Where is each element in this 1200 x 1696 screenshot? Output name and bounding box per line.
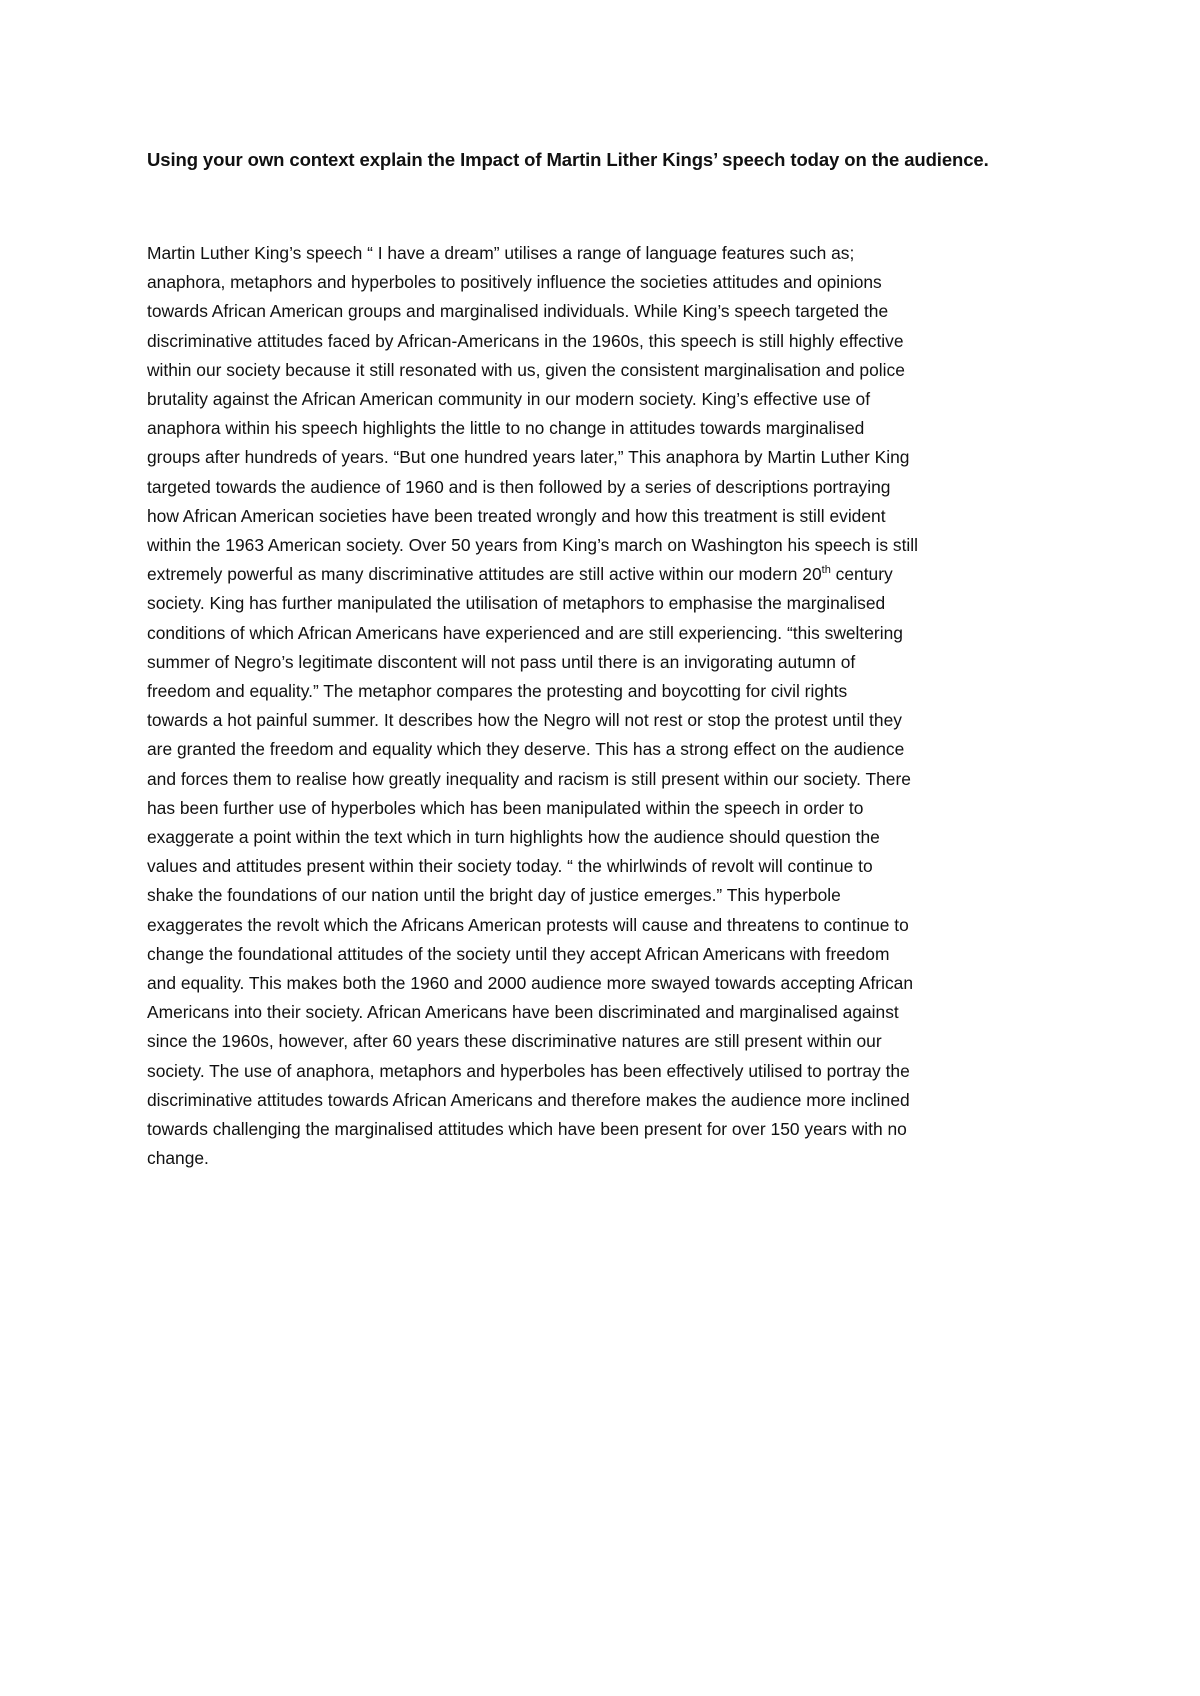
body-line-20: has been further use of hyperboles which has been manipulated within the speech in order to [147, 797, 864, 818]
body-line-30: discriminative attitudes towards African Americans and therefore makes the audience more inclined [147, 1089, 910, 1110]
body-line-1: Martin Luther King’s speech “ I have a dream” utilises a range of language features such as; [147, 243, 855, 263]
body-line-14: conditions of which African Americans have experienced and are still experiencing. “this sweltering [147, 622, 903, 643]
superscript-th: th [821, 564, 831, 577]
body-line-19: and forces them to realise how greatly inequality and racism is still present within our society. There [147, 768, 911, 789]
body-line-25: change the foundational attitudes of the society until they accept African Americans with freedom [147, 943, 890, 964]
body-line-4: discriminative attitudes faced by African-Americans in the 1960s, this speech is still highly effective [147, 330, 904, 351]
body-line-17: towards a hot painful summer. It describes how the Negro will not rest or stop the protest until they [147, 710, 902, 731]
body-line-15: summer of Negro’s legitimate discontent will not pass until there is an invigorating autumn of [147, 651, 856, 672]
body-line-10: how African American societies have been treated wrongly and how this treatment is still evident [147, 505, 886, 526]
body-line-12-tail: century [830, 564, 893, 585]
essay-title: Using your own context explain the Impact of Martin Lither Kings’ speech today on the audience. [147, 149, 989, 170]
body-line-32: change. [147, 1148, 209, 1169]
body-line-18: are granted the freedom and equality which they deserve. This has a strong effect on the audience [147, 739, 905, 760]
body-line-9: targeted towards the audience of 1960 and is then followed by a series of descriptions portraying [147, 476, 891, 497]
body-line-29: society. The use of anaphora, metaphors and hyperboles has been effectively utilised to portray the [147, 1060, 910, 1081]
body-line-28: since the 1960s, however, after 60 years these discriminative natures are still present within our [147, 1031, 882, 1052]
body-line-11: within the 1963 American society. Over 50 years from King’s march on Washington his speech is still [147, 535, 919, 556]
body-line-3: towards African American groups and marginalised individuals. While King’s speech targeted the [147, 301, 889, 322]
body-line-12-text: extremely powerful as many discriminative attitudes are still active within our modern 20 [147, 564, 822, 585]
body-line-5: within our society because it still resonated with us, given the consistent marginalisation and police [147, 359, 905, 380]
body-line-23: shake the foundations of our nation until the bright day of justice emerges.” This hyperbole [147, 885, 841, 906]
body-line-12 [147, 560, 1067, 589]
body-line-21: exaggerate a point within the text which in turn highlights how the audience should question the [147, 827, 880, 848]
body-line-31: towards challenging the marginalised attitudes which have been present for over 150 years with no [147, 1119, 907, 1140]
body-line-26: and equality. This makes both the 1960 and 2000 audience more swayed towards accepting African [147, 973, 913, 994]
body-line-16: freedom and equality.” The metaphor compares the protesting and boycotting for civil rights [147, 681, 848, 702]
body-line-24: exaggerates the revolt which the Africans American protests will cause and threatens to continue to [147, 914, 909, 935]
essay-body [147, 239, 1067, 1174]
body-line-6: brutality against the African American community in our modern society. King’s effective use of [147, 389, 871, 410]
body-line-8: groups after hundreds of years. “But one hundred years later,” This anaphora by Martin Luther King [147, 447, 910, 468]
body-line-2: anaphora, metaphors and hyperboles to positively influence the societies attitudes and opinions [147, 272, 882, 293]
body-line-22: values and attitudes present within their society today. “ the whirlwinds of revolt will continue to [147, 856, 873, 877]
body-line-7: anaphora within his speech highlights the little to no change in attitudes towards marginalised [147, 418, 865, 439]
body-line-13: society. King has further manipulated the utilisation of metaphors to emphasise the marginalised [147, 593, 886, 614]
body-line-27: Americans into their society. African Americans have been discriminated and marginalised against [147, 1002, 899, 1023]
